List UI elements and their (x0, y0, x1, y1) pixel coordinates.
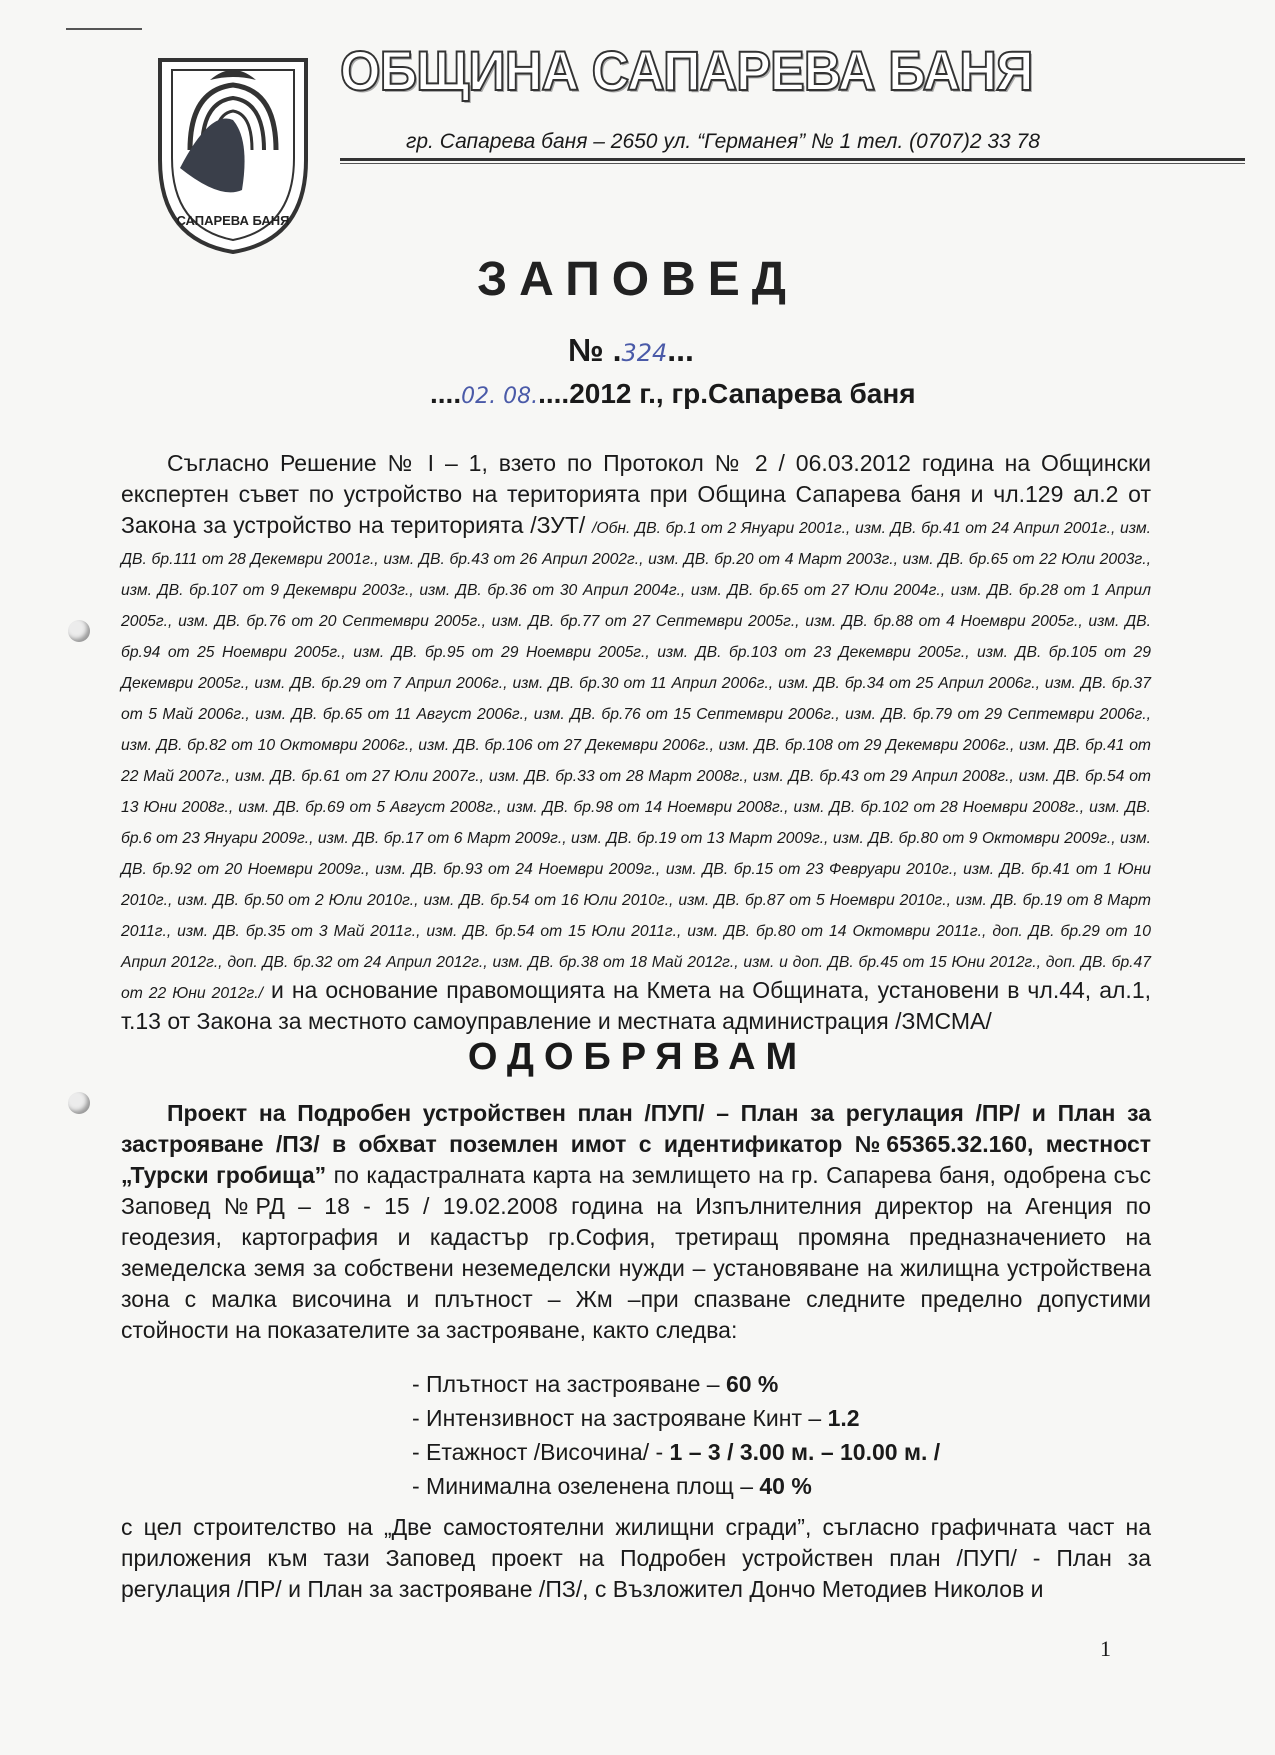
page-number: 1 (1100, 1636, 1111, 1661)
project-title: Проект на Подробен устройствен план /ПУП/ – План за регулация /ПР/ и План за застрояване /ПЗ/ в обхват поземлен имот с идентификатор №65365.32.160, местност „Турски гробища” (121, 1100, 1151, 1188)
number-prefix: № . (568, 332, 622, 368)
order-date (430, 378, 916, 410)
municipality-logo (150, 40, 316, 254)
date-handwritten: 02. 08. (461, 384, 539, 409)
indicators-list (412, 1367, 940, 1503)
law-amendments: /Обн. ДВ. бр.1 от 2 Януари 2001г., изм. ДВ. бр.41 от 24 Април 2001г., изм. ДВ. бр.111 от 28 Декември 2001г., изм. ДВ. бр.43 от 26 Април 2002г., изм. ДВ. бр.20 от 4 Март 2003г., изм. ДВ. бр.65 от 22 Юли 2003г., изм. ДВ. бр.107 от 9 Декември 2003г., изм. ДВ. бр.36 от 30 Април 2004г., изм. ДВ. бр.65 от 27 Юли 2004г., изм. ДВ. бр.28 от 1 Април 2005г., изм. ДВ. бр.76 от 20 Септември 2005г., изм. ДВ. бр.77 от 27 Септември 2005г., изм. ДВ. бр.88 от 4 Ноември 2005г., изм. ДВ. бр.94 от 25 Ноември 2005г., изм. ДВ. бр.95 от 29 Ноември 2005г., изм. ДВ. бр.103 от 23 Декември 2005г., изм. ДВ. бр.105 от 29 Декември 2005г., изм. ДВ. бр.29 от 7 Април 2006г., изм. ДВ. бр.30 от 11 Април 2006г., изм. ДВ. бр.34 от 25 Април 2006г., изм. ДВ. бр.37 от 5 Май 2006г., изм. ДВ. бр.65 от 11 Август 2006г., изм. ДВ. бр.76 от 15 Септември 2006г., изм. ДВ. бр.79 от 29 Септември 2006г., изм. ДВ. бр.82 от 10 Октомври 2006г., изм. ДВ. бр.106 от 27 Декември 2006г., изм. ДВ. бр.108 от 29 Декември 2006г., изм. ДВ. бр.41 от 22 Май 2007г., изм. ДВ. бр.61 от 27 Юли 2007г., изм. ДВ. бр.33 от 28 Март 2008г., изм. ДВ. бр.43 от 29 Април 2008г., изм. ДВ. бр.54 от 13 Юни 2008г., изм. ДВ. бр.69 от 5 Август 2008г., изм. ДВ. бр.98 от 14 Ноември 2008г., изм. ДВ. бр.102 от 28 Ноември 2008г., изм. ДВ. бр.6 от 23 Януари 2009г., изм. ДВ. бр.17 от 6 Март 2009г., изм. ДВ. бр.19 от 13 Март 2009г., изм. ДВ. бр.80 от 9 Октомври 2009г., изм. ДВ. бр.92 от 20 Ноември 2009г., изм. ДВ. бр.93 от 24 Ноември 2009г., изм. ДВ. бр.15 от 23 Февруари 2010г., изм. ДВ. бр.41 от 1 Юни 2010г., изм. ДВ. бр.50 от 2 Юли 2010г., изм. ДВ. бр.54 от 16 Юли 2010г., изм. ДВ. бр.87 от 5 Ноември 2010г., изм. ДВ. бр.19 от 8 Март 2011г., изм. ДВ. бр.35 от 3 Май 2011г., изм. ДВ. бр.54 от 15 Юли 2011г., изм. ДВ. бр.80 от 14 Октомври 2011г., доп. ДВ. бр.29 от 10 Април 2012г., доп. ДВ. бр.32 от 24 Април 2012г., изм. ДВ. бр.38 от 18 Май 2012г., изм. и доп. ДВ. бр.45 от 15 Юни 2012г., доп. ДВ. бр.47 от 22 Юни 2012г./ (121, 520, 1151, 1002)
document-title: ЗАПОВЕД (477, 253, 798, 306)
header-rule-thin (340, 163, 1245, 164)
date-prefix: .... (430, 378, 462, 409)
order-number (568, 332, 694, 369)
list-item: - Минимална озеленена площ – 40 % (412, 1473, 812, 1499)
date-suffix: ....2012 г., гр.Сапарева баня (538, 378, 916, 409)
number-handwritten: 324 (621, 339, 668, 367)
logo-text: САПАРЕВА БАНЯ (176, 213, 290, 228)
approve-heading: ОДОБРЯВАМ (467, 1036, 808, 1078)
list-item: - Етажност /Височина/ - 1 – 3 / 3.00 м. – 10.00 м. / (412, 1439, 941, 1465)
top-scan-line (66, 28, 142, 30)
legal-basis-tail: и на основание правомощията на Кмета на Общината, установени в чл.44, ал.1, т.13 от Закона за местното самоуправление и местната администрация /ЗМСМА/ (121, 977, 1151, 1034)
legal-basis-lead: Съгласно Решение № I – 1, взето по Протокол № 2 / 06.03.2012 година на Общински експертен съвет по устройство на територията при Община Сапарева баня и чл.129 ал.2 от Закона за устройство на територията /ЗУТ/ (121, 450, 1151, 538)
municipality-address: гр. Сапарева баня – 2650 ул. “Германея” № 1 тел. (0707)2 33 78 (406, 130, 1040, 153)
legal-basis-paragraph (121, 448, 1151, 1037)
list-item: - Плътност на застрояване – 60 % (412, 1371, 779, 1397)
municipality-name: ОБЩИНА САПАРЕВА БАНЯ (340, 39, 1033, 102)
header-rule (340, 158, 1245, 161)
punch-hole (68, 620, 90, 642)
punch-hole (68, 1092, 90, 1114)
purpose-paragraph: с цел строителство на „Две самостоятелни жилищни сгради”, съгласно графичната част на приложения към тази Заповед проект на Подробен устройствен план /ПУП/ - План за регулация /ПР/ и План за застрояване /ПЗ/, с Възложител Дончо Методиев Николов и (121, 1514, 1151, 1602)
project-description: по кадастралната карта на землището на гр. Сапарева баня, одобрена със Заповед №РД – 18 - 15 / 19.02.2008 година на Изпълнителния директор на Агенция по геодезия, картография и кадастър гр.София, третиращ промяна предназначението на земеделска земя за собствени неземеделски нужди – установяване на жилищна устройствена зона с малка височина и плътност – Жм –при спазване следните пределно допустими стойности на показателите за застрояване, както следва: (121, 1162, 1151, 1343)
number-suffix: ... (667, 332, 694, 368)
project-paragraph (121, 1098, 1151, 1346)
list-item: - Интензивност на застрояване Кинт – 1.2 (412, 1405, 860, 1431)
